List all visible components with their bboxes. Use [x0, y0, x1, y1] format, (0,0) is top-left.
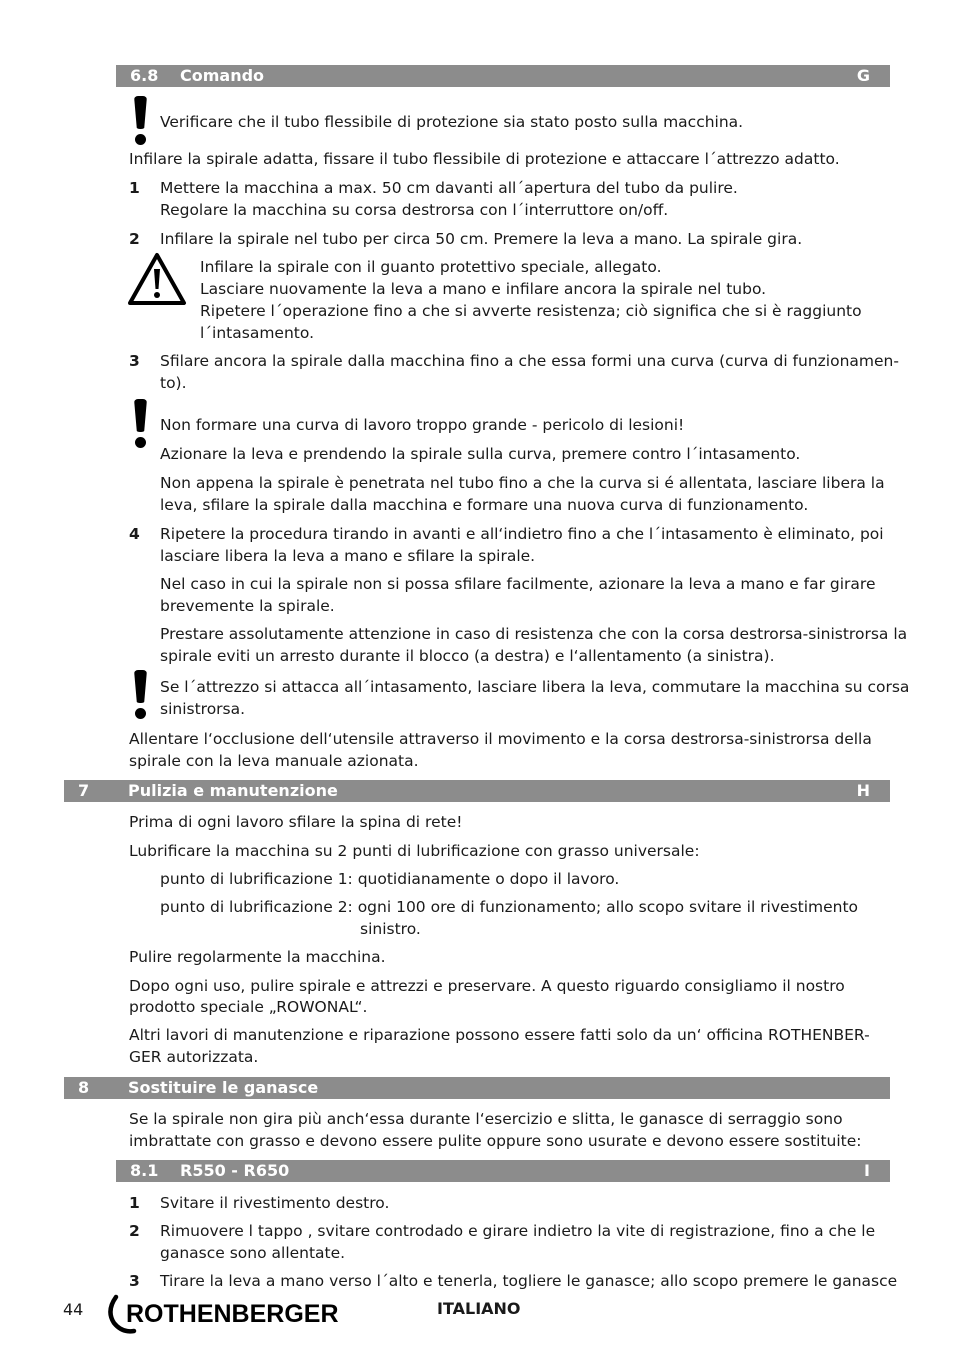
step-number: 1 [129, 179, 140, 197]
paragraph: punto di lubrificazione 2: ogni 100 ore di funzionamento; allo scopo svitare il rivestimento [160, 898, 859, 916]
paragraph: sinistro. [360, 920, 421, 938]
warning-text: Infilare la spirale con il guanto protettivo speciale, allegato. [200, 258, 662, 276]
paragraph: punto di lubrificazione 1: quotidianamente o dopo il lavoro. [160, 870, 620, 888]
section-number: 8 [78, 1078, 90, 1097]
step-number: 3 [129, 1272, 140, 1290]
step-text: Svitare il rivestimento destro. [160, 1194, 390, 1212]
paragraph: Azionare la leva e prendendo la spirale sulla curva, premere contro l´intasamento. [160, 445, 801, 463]
section-title: R550 - R650 [180, 1161, 290, 1180]
rothenberger-logo [104, 1293, 349, 1335]
step-text: to). [160, 374, 187, 392]
section-title: Sostituire le ganasce [128, 1078, 319, 1097]
note-text: Se l´attrezzo si attacca all´intasamento, lasciare libera la leva, commutare la macchina su corsa [160, 678, 910, 696]
paragraph: Prima di ogni lavoro sfilare la spina di rete! [129, 813, 463, 831]
step-number: 3 [129, 352, 140, 370]
step-text: ganasce sono allentate. [160, 1244, 346, 1262]
warning-triangle-icon [127, 252, 187, 306]
paragraph: Nel caso in cui la spirale non si possa sfilare facilmente, azionare la leva a mano e far girare [160, 575, 876, 593]
step-number: 2 [129, 1222, 140, 1240]
section-header-8-1 [116, 1160, 890, 1182]
step-text: Mettere la macchina a max. 50 cm davanti all´apertura del tubo da pulire. [160, 179, 738, 197]
paragraph: Pulire regolarmente la macchina. [129, 948, 386, 966]
paragraph: Prestare assolutamente attenzione in caso di resistenza che con la corsa destrorsa-sinistrorsa la [160, 625, 908, 643]
step-number: 2 [129, 230, 140, 248]
warning-text: Lasciare nuovamente la leva a mano e infilare ancora la spirale nel tubo. [200, 280, 767, 298]
page-number: 44 [63, 1300, 84, 1319]
section-number: 8.1 [130, 1161, 159, 1180]
section-number: 7 [78, 781, 90, 800]
step-text: Rimuovere l tappo , svitare controdado e girare indietro la vite di registrazione, fino a che le [160, 1222, 876, 1240]
warning-text: Ripetere l´operazione fino a che si avverte resistenza; ciò significa che si è raggiunto [200, 302, 862, 320]
warning-text: l´intasamento. [200, 324, 315, 342]
language-label: ITALIANO [437, 1299, 521, 1318]
step-text: Tirare la leva a mano verso l´alto e tenerla, togliere le ganasce; allo scopo premere le ganasce [160, 1272, 898, 1290]
step-text: Sfilare ancora la spirale dalla macchina fino a che essa formi una curva (curva di funzionamen- [160, 352, 899, 370]
paragraph: Lubrificare la macchina su 2 punti di lubrificazione con grasso universale: [129, 842, 700, 860]
step-text: Regolare la macchina su corsa destrorsa con l´interruttore on/off. [160, 201, 669, 219]
section-title: Comando [180, 66, 265, 85]
paragraph: spirale eviti un arresto durante il blocco (a destra) e l‘allentamento (a sinistra). [160, 647, 775, 665]
section-header-6-8 [116, 65, 890, 87]
step-text: Ripetere la procedura tirando in avanti e all‘indietro fino a che l´intasamento è eliminato, poi [160, 525, 884, 543]
paragraph: leva, sfilare la spirale dalla macchina e formare una nuova curva di funzionamento. [160, 496, 809, 514]
brand-text: ROTHENBERGER [126, 1300, 339, 1328]
paragraph: Infilare la spirale adatta, fissare il tubo flessibile di protezione e attaccare l´attrezzo adatto. [129, 150, 840, 168]
note-text: sinistrorsa. [160, 700, 246, 718]
paragraph: prodotto speciale „ROWONAL“. [129, 998, 368, 1016]
paragraph: spirale con la leva manuale azionata. [129, 752, 419, 770]
section-letter: G [856, 66, 870, 85]
section-header-7 [64, 780, 890, 802]
paragraph: Non appena la spirale è penetrata nel tubo fino a che la curva si é allentata, lasciare libera la [160, 474, 885, 492]
step-number: 4 [129, 525, 140, 543]
note-text: Non formare una curva di lavoro troppo grande - pericolo di lesioni! [160, 416, 685, 434]
paragraph: imbrattate con grasso e devono essere pulite oppure sono usurate e devono essere sostituite: [129, 1132, 862, 1150]
section-letter: I [864, 1161, 870, 1180]
step-text: lasciare libera la leva a mano e sfilare la spirale. [160, 547, 536, 565]
step-text: Infilare la spirale nel tubo per circa 50 cm. Premere la leva a mano. La spirale gira. [160, 230, 803, 248]
section-header-8 [64, 1077, 890, 1099]
section-number: 6.8 [130, 66, 159, 85]
paragraph: brevemente la spirale. [160, 597, 335, 615]
paragraph: Dopo ogni uso, pulire spirale e attrezzi e preservare. A questo riguardo consigliamo il nostro [129, 977, 845, 995]
section-title: Pulizia e manutenzione [128, 781, 338, 800]
section-letter: H [856, 781, 870, 800]
paragraph: Allentare l‘occlusione dell‘utensile attraverso il movimento e la corsa destrorsa-sinistrorsa della [129, 730, 872, 748]
step-number: 1 [129, 1194, 140, 1212]
note-text: Verificare che il tubo flessibile di protezione sia stato posto sulla macchina. [160, 113, 744, 131]
paragraph: GER autorizzata. [129, 1048, 259, 1066]
paragraph: Altri lavori di manutenzione e riparazione possono essere fatti solo da un‘ officina ROTHENBER- [129, 1026, 870, 1044]
paragraph: Se la spirale non gira più anch‘essa durante l‘esercizio e slitta, le ganasce di serraggio sono [129, 1110, 843, 1128]
